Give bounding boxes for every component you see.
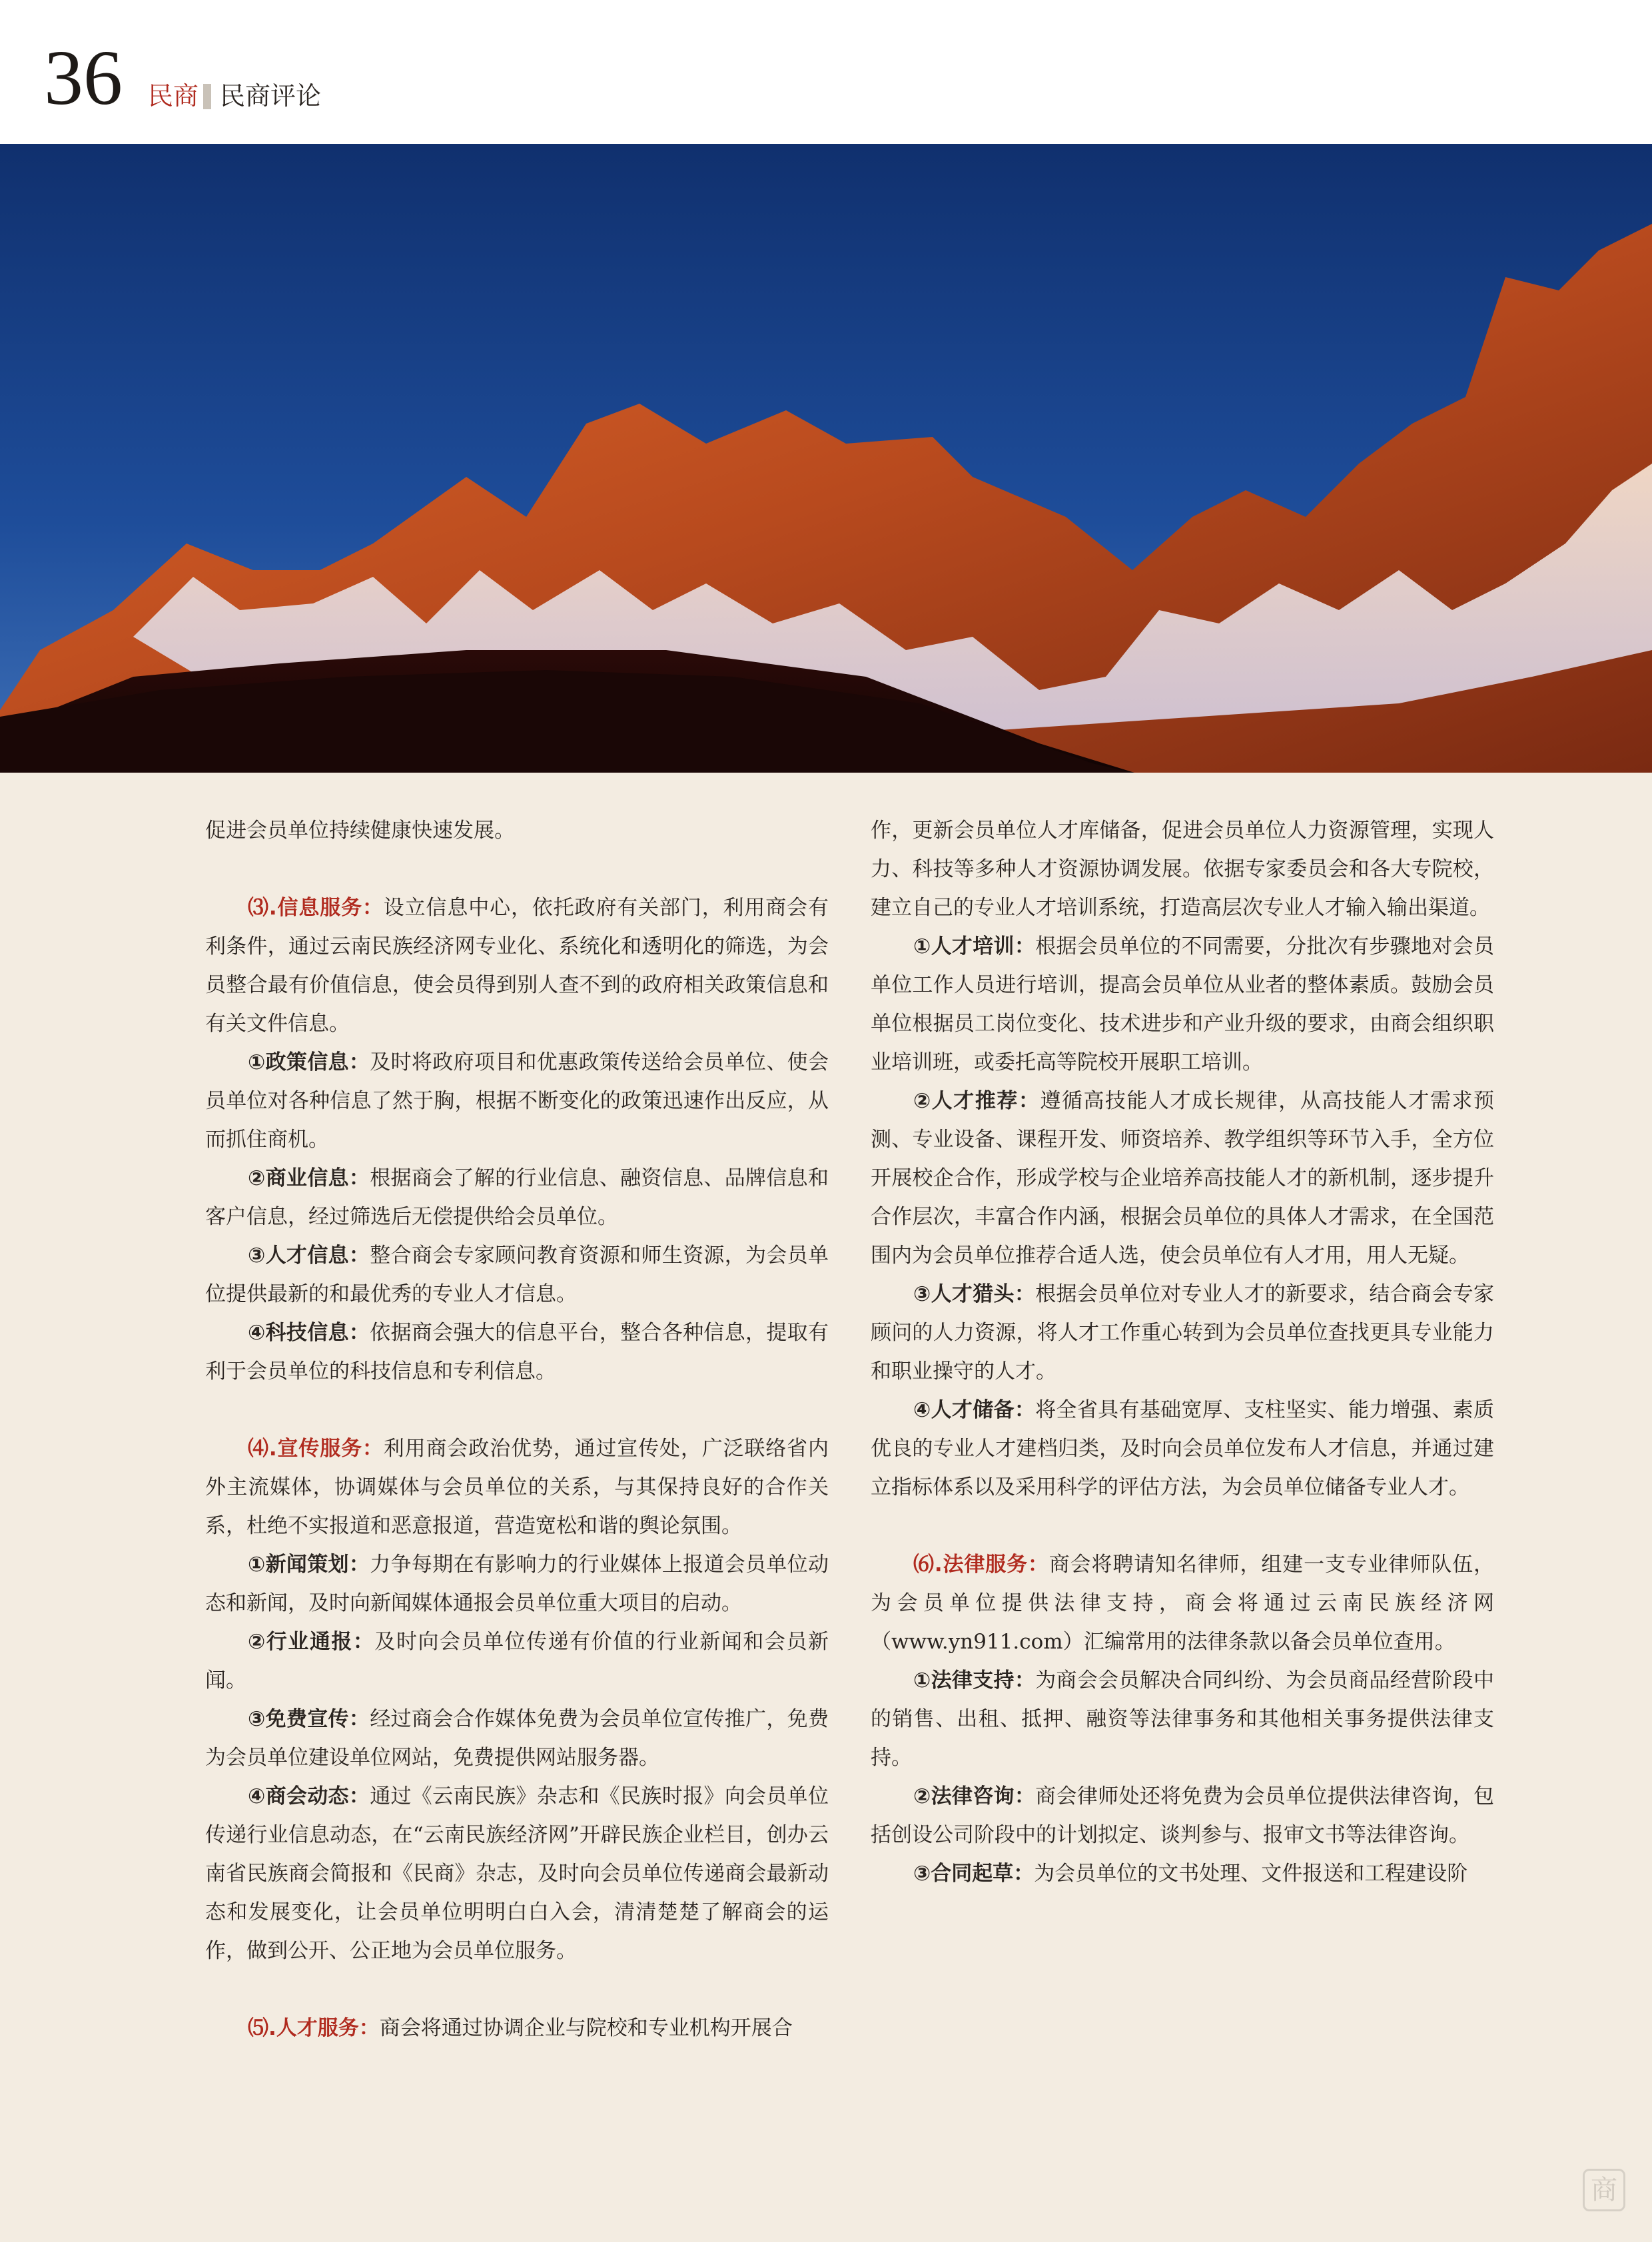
item-label: ①新闻策划： (248, 1553, 370, 1577)
paragraph-text: 经过商会合作媒体免费为会员单位宣传推广，免费为会员单位建设单位网站，免费提供网站服务器。 (205, 1707, 829, 1770)
text-column-right (871, 811, 1494, 1893)
paragraph (205, 1159, 829, 1236)
paragraph (871, 1545, 1494, 1661)
item-label: ③人才猎头： (913, 1282, 1036, 1306)
paragraph-text: 将全省具有基础宽厚、支柱坚实、能力增强、素质优良的专业人才建档归类，及时向会员单位发布人才信息，并通过建立指标体系以及采用科学的评估方法，为会员单位储备专业人才。 (871, 1398, 1495, 1499)
paragraph (205, 1043, 829, 1159)
paragraph-gap (205, 1970, 829, 2009)
section-heading: ⑷.宣传服务： (248, 1437, 384, 1461)
paragraph-text: 为商会会员解决合同纠纷、为会员商品经营阶段中的销售、出租、抵押、融资等法律事务和其他相关事务提供法律支持。 (871, 1669, 1495, 1770)
mountain-illustration (0, 144, 1652, 773)
mountain-range-photo (0, 144, 1652, 773)
paragraph (205, 1236, 829, 1313)
paragraph (205, 1700, 829, 1777)
item-label: ③合同起草： (913, 1862, 1034, 1886)
paragraph-text: 整合商会专家顾问教育资源和师生资源，为会员单位提供最新的和最优秀的专业人才信息。 (205, 1244, 829, 1306)
paragraph-text: 及时向会员单位传递有价值的行业新闻和会员新闻。 (205, 1630, 829, 1692)
paragraph-text: 及时将政府项目和优惠政策传送给会员单位、使会员单位对各种信息了然于胸，根据不断变化的政策迅速作出反应，从而抓住商机。 (205, 1050, 829, 1152)
paragraph (205, 2009, 829, 2048)
paragraph-text: 商会将通过协调企业与院校和专业机构开展合 (379, 2016, 793, 2040)
item-label: ②行业通报： (248, 1630, 375, 1654)
text-column-left (205, 811, 829, 2048)
paragraph-text: 通过《云南民族》杂志和《民族时报》向会员单位传递行业信息动态，在“云南民族经济网”开辟民族企业栏目，创办云南省民族商会简报和《民商》杂志，及时向会员单位传递商会最新动态和发展变化，让会员单位明明白白入会，清清楚楚了解商会的运作，做到公开、公正地为会员单位服务。 (205, 1784, 829, 1963)
paragraph (871, 1275, 1494, 1391)
paragraph-text: 设立信息中心，依托政府有关部门，利用商会有利条件，通过云南民族经济网专业化、系统化和透明化的筛选，为会员整合最有价值信息，使会员得到别人查不到的政府相关政策信息和有关文件信息。 (205, 896, 829, 1036)
item-label: ③人才信息： (248, 1244, 370, 1268)
item-label: ④科技信息： (248, 1321, 370, 1345)
paragraph: 促进会员单位持续健康快速发展。 (205, 819, 515, 843)
paragraph-gap (205, 850, 829, 889)
paragraph (205, 889, 829, 1043)
paragraph (205, 1545, 829, 1623)
paragraph (871, 1854, 1494, 1893)
paragraph-text: 根据商会了解的行业信息、融资信息、品牌信息和客户信息，经过筛选后无偿提供给会员单位。 (205, 1166, 829, 1229)
paragraph (871, 1777, 1494, 1854)
item-label: ③免费宣传： (248, 1707, 370, 1731)
section-divider (203, 84, 211, 109)
paragraph-gap (205, 1391, 829, 1429)
paragraph-text: 依据商会强大的信息平台，整合各种信息，提取有利于会员单位的科技信息和专利信息。 (205, 1321, 829, 1383)
publication-logo: 商 (1583, 2169, 1625, 2211)
paragraph (205, 1623, 829, 1700)
item-label: ①人才培训： (913, 934, 1036, 958)
paragraph-text: 力争每期在有影响力的行业媒体上报道会员单位动态和新闻，及时向新闻媒体通报会员单位重大项目的启动。 (205, 1553, 829, 1615)
paragraph-text: 遵循高技能人才成长规律，从高技能人才需求预测、专业设备、课程开发、师资培养、教学组织等环节入手，全方位开展校企合作，形成学校与企业培养高技能人才的新机制，逐步提升合作层次，丰富合作内涵，根据会员单位的具体人才需求，在全国范围内为会员单位推荐合适人选，使会员单位有人才用，用人无疑。 (871, 1089, 1494, 1268)
item-label: ②商业信息： (248, 1166, 370, 1190)
paragraph (871, 927, 1494, 1082)
paragraph (871, 1082, 1494, 1275)
section-title: 民商 (148, 81, 199, 111)
item-label: ②人才推荐： (913, 1089, 1040, 1113)
paragraph (205, 1313, 829, 1391)
paragraph (205, 1429, 829, 1545)
paragraph (205, 1777, 829, 1970)
section-subtitle: 民商评论 (220, 81, 322, 111)
paragraph-text: 商会将聘请知名律师，组建一支专业律师队伍，为会员单位提供法律支持，商会将通过云南民族经济网（www.yn911.com）汇编常用的法律条款以备会员单位查用。 (871, 1553, 1494, 1654)
paragraph: 作，更新会员单位人才库储备，促进会员单位人力资源管理，实现人力、科技等多种人才资源协调发展。依据专家委员会和各大专院校，建立自己的专业人才培训系统，打造高层次专业人才输入输出渠道。 (871, 819, 1494, 920)
section-heading: ⑶.信息服务： (248, 896, 384, 920)
item-label: ④商会动态： (248, 1784, 370, 1808)
paragraph-gap (871, 1507, 1494, 1545)
paragraph-text: 商会律师处还将免费为会员单位提供法律咨询，包括创设公司阶段中的计划拟定、谈判参与、报审文书等法律咨询。 (871, 1784, 1495, 1847)
item-label: ②法律咨询： (913, 1784, 1036, 1808)
section-heading: ⑹.法律服务： (913, 1553, 1049, 1577)
section-heading: ⑸.人才服务： (248, 2016, 380, 2040)
paragraph-text: 根据会员单位对专业人才的新要求，结合商会专家顾问的人力资源，将人才工作重心转到为会员单位查找更具专业能力和职业操守的人才。 (871, 1282, 1495, 1383)
item-label: ④人才储备： (913, 1398, 1036, 1422)
paragraph (871, 1661, 1494, 1777)
paragraph-text: 利用商会政治优势，通过宣传处，广泛联络省内外主流媒体，协调媒体与会员单位的关系，与其保持良好的合作关系，杜绝不实报道和恶意报道，营造宽松和谐的舆论氛围。 (205, 1437, 829, 1538)
paragraph-text: 根据会员单位的不同需要，分批次有步骤地对会员单位工作人员进行培训，提高会员单位从业者的整体素质。鼓励会员单位根据员工岗位变化、技术进步和产业升级的要求，由商会组织职业培训班，或委托高等院校开展职工培训。 (871, 934, 1495, 1074)
paragraph-text: 为会员单位的文书处理、文件报送和工程建设阶 (1034, 1862, 1468, 1886)
paragraph (871, 1391, 1494, 1507)
item-label: ①法律支持： (913, 1669, 1036, 1692)
item-label: ①政策信息： (248, 1050, 370, 1074)
page-header (0, 0, 1652, 144)
page-number: 36 (44, 34, 123, 121)
